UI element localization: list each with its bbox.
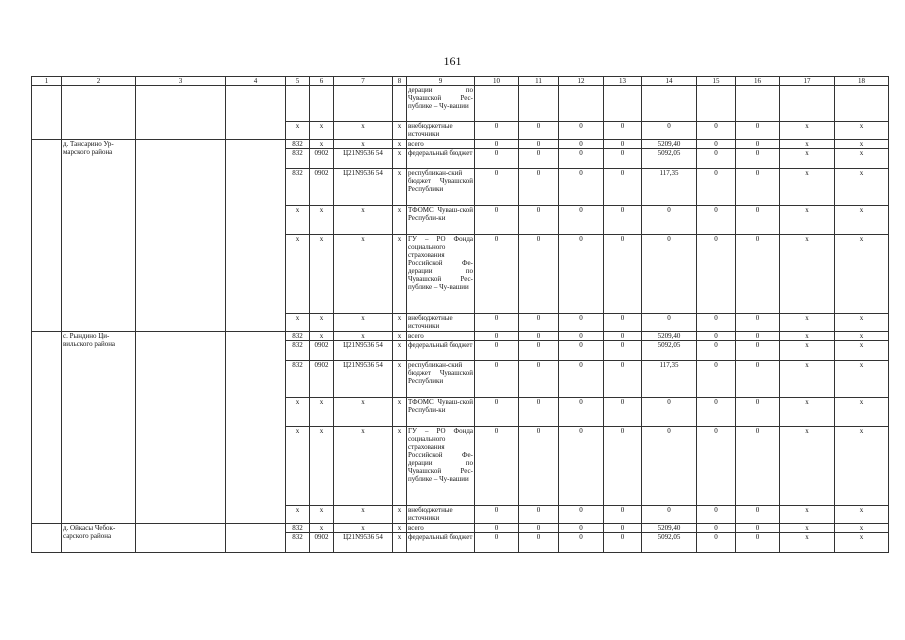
funding-source-cell: всего	[407, 140, 475, 149]
value-cell: 0	[559, 361, 604, 398]
value-cell: х	[393, 361, 407, 398]
funding-source-cell: внебюджетные источники	[407, 506, 475, 524]
value-cell: х	[310, 314, 334, 332]
value-cell: 0	[697, 149, 736, 169]
value-cell: 832	[286, 149, 310, 169]
value-cell: 0	[642, 398, 697, 427]
value-cell: 832	[286, 169, 310, 206]
funding-source-cell: всего	[407, 524, 475, 533]
value-cell: 117,35	[642, 361, 697, 398]
value-cell	[519, 86, 559, 122]
value-cell: 0902	[310, 149, 334, 169]
value-cell: 5092,05	[642, 149, 697, 169]
value-cell: 0	[519, 235, 559, 314]
value-cell: х	[393, 122, 407, 140]
value-cell: х	[310, 398, 334, 427]
value-cell: х	[310, 506, 334, 524]
table-row	[32, 524, 889, 533]
value-cell: 0	[519, 341, 559, 361]
funding-source-cell: федеральный бюджет	[407, 341, 475, 361]
value-cell	[642, 86, 697, 122]
value-cell: 0	[697, 235, 736, 314]
value-cell: Ц21N9536 54	[334, 361, 393, 398]
value-cell: 0	[736, 314, 780, 332]
value-cell: 0	[604, 533, 642, 553]
value-cell: 5209,40	[642, 332, 697, 341]
value-cell: 0	[519, 149, 559, 169]
value-cell: х	[393, 169, 407, 206]
value-cell: 0	[736, 122, 780, 140]
value-cell: 0	[475, 506, 519, 524]
value-cell: х	[286, 206, 310, 235]
value-cell: х	[780, 206, 835, 235]
value-cell: 0	[604, 427, 642, 506]
value-cell: х	[780, 361, 835, 398]
value-cell: 0	[519, 524, 559, 533]
value-cell: 0	[604, 206, 642, 235]
municipality-cell	[62, 86, 136, 140]
value-cell: 0	[604, 235, 642, 314]
column-number-cell: 3	[136, 77, 226, 86]
value-cell: х	[835, 533, 889, 553]
value-cell: х	[286, 314, 310, 332]
value-cell: 0	[736, 206, 780, 235]
value-cell: 0	[736, 533, 780, 553]
value-cell: х	[780, 524, 835, 533]
value-cell: 0	[642, 427, 697, 506]
value-cell: х	[780, 398, 835, 427]
col-3-cell	[136, 332, 226, 524]
value-cell: х	[393, 533, 407, 553]
value-cell: х	[334, 332, 393, 341]
value-cell: 0	[559, 140, 604, 149]
value-cell: х	[835, 341, 889, 361]
value-cell: х	[835, 149, 889, 169]
value-cell	[559, 86, 604, 122]
col-3-cell	[136, 140, 226, 332]
value-cell: х	[334, 524, 393, 533]
value-cell: х	[835, 206, 889, 235]
value-cell: 0	[475, 427, 519, 506]
column-number-cell: 6	[310, 77, 334, 86]
value-cell: 0	[642, 235, 697, 314]
value-cell: 0	[475, 149, 519, 169]
value-cell: 0902	[310, 361, 334, 398]
value-cell: х	[334, 506, 393, 524]
funding-source-cell: ТФОМС Чуваш-ской Республи-ки	[407, 398, 475, 427]
value-cell: Ц21N9536 54	[334, 149, 393, 169]
value-cell: х	[780, 169, 835, 206]
value-cell: х	[393, 332, 407, 341]
col-4-cell	[226, 524, 286, 553]
value-cell: х	[310, 140, 334, 149]
value-cell: 0	[519, 206, 559, 235]
value-cell: 0	[697, 398, 736, 427]
value-cell: х	[393, 524, 407, 533]
value-cell: 0	[519, 332, 559, 341]
value-cell: 832	[286, 533, 310, 553]
value-cell: 0	[475, 235, 519, 314]
value-cell	[604, 86, 642, 122]
value-cell: 0	[736, 169, 780, 206]
funding-source-cell: дерации по Чувашской Рес-публике – Чу-вашии	[407, 86, 475, 122]
municipality-cell: д. Тансарино Ур-марского района	[62, 140, 136, 332]
column-number-cell: 2	[62, 77, 136, 86]
value-cell: 0	[697, 524, 736, 533]
value-cell: 0	[475, 361, 519, 398]
value-cell: 0	[475, 524, 519, 533]
value-cell: х	[286, 122, 310, 140]
value-cell: 0	[697, 506, 736, 524]
value-cell: х	[780, 235, 835, 314]
value-cell: х	[780, 149, 835, 169]
value-cell: 0	[697, 314, 736, 332]
value-cell: 5092,05	[642, 533, 697, 553]
value-cell: х	[310, 332, 334, 341]
value-cell: 0	[475, 169, 519, 206]
value-cell: 832	[286, 361, 310, 398]
value-cell: 0	[604, 140, 642, 149]
funding-source-cell: республикан-ский бюджет Чувашской Республики	[407, 361, 475, 398]
col-1-cell	[32, 86, 62, 140]
value-cell: х	[310, 206, 334, 235]
value-cell: 0902	[310, 341, 334, 361]
value-cell: 0	[519, 140, 559, 149]
value-cell: 0	[697, 122, 736, 140]
value-cell: х	[310, 524, 334, 533]
value-cell: 0	[604, 122, 642, 140]
value-cell: 0	[604, 332, 642, 341]
value-cell: 0	[604, 314, 642, 332]
value-cell: 0	[736, 149, 780, 169]
value-cell: х	[334, 206, 393, 235]
value-cell: 0	[697, 533, 736, 553]
value-cell: х	[835, 427, 889, 506]
column-number-cell: 16	[736, 77, 780, 86]
value-cell: 0	[736, 427, 780, 506]
value-cell: х	[334, 140, 393, 149]
funding-source-cell: ГУ – РО Фонда социального страхования Российской Фе-дерации по Чувашской Рес-публике – Чу-вашии	[407, 235, 475, 314]
column-number-cell: 13	[604, 77, 642, 86]
column-number-cell: 12	[559, 77, 604, 86]
value-cell: х	[393, 206, 407, 235]
value-cell: х	[393, 314, 407, 332]
value-cell: 0	[475, 122, 519, 140]
value-cell: 0	[559, 341, 604, 361]
value-cell: 0	[697, 361, 736, 398]
value-cell: 0	[604, 169, 642, 206]
value-cell: х	[835, 235, 889, 314]
value-cell: 0	[697, 140, 736, 149]
value-cell: 0	[736, 341, 780, 361]
table-row	[32, 332, 889, 341]
value-cell: 0	[604, 398, 642, 427]
page-number: 161	[443, 54, 462, 68]
value-cell: 0	[559, 169, 604, 206]
value-cell: 0	[736, 235, 780, 314]
value-cell: х	[286, 235, 310, 314]
funding-source-cell: всего	[407, 332, 475, 341]
budget-table	[31, 76, 889, 553]
value-cell: Ц21N9536 54	[334, 341, 393, 361]
value-cell: х	[780, 314, 835, 332]
value-cell: х	[310, 427, 334, 506]
funding-source-cell: ТФОМС Чуваш-ской Республи-ки	[407, 206, 475, 235]
value-cell: х	[780, 341, 835, 361]
value-cell: 0	[697, 427, 736, 506]
value-cell: 5209,40	[642, 140, 697, 149]
value-cell: 0	[475, 398, 519, 427]
value-cell: х	[780, 506, 835, 524]
value-cell: 0	[736, 140, 780, 149]
value-cell: Ц21N9536 54	[334, 533, 393, 553]
funding-source-cell: федеральный бюджет	[407, 533, 475, 553]
value-cell: 0	[697, 332, 736, 341]
value-cell: 5092,05	[642, 341, 697, 361]
funding-source-cell: ГУ – РО Фонда социального страхования Российской Фе-дерации по Чувашской Рес-публике – Чу-вашии	[407, 427, 475, 506]
value-cell: х	[835, 314, 889, 332]
value-cell: 0	[736, 361, 780, 398]
value-cell: 0	[559, 332, 604, 341]
value-cell: 0	[697, 206, 736, 235]
value-cell: 0	[559, 524, 604, 533]
value-cell: х	[835, 524, 889, 533]
value-cell: 0	[604, 506, 642, 524]
value-cell: 0	[642, 314, 697, 332]
value-cell: х	[835, 506, 889, 524]
value-cell: 0	[642, 122, 697, 140]
value-cell	[697, 86, 736, 122]
column-number-cell: 8	[393, 77, 407, 86]
value-cell: х	[780, 427, 835, 506]
value-cell: 0	[559, 235, 604, 314]
funding-source-cell: федеральный бюджет	[407, 149, 475, 169]
value-cell: х	[393, 149, 407, 169]
value-cell	[393, 86, 407, 122]
value-cell: 832	[286, 332, 310, 341]
value-cell: х	[393, 427, 407, 506]
value-cell: х	[286, 506, 310, 524]
column-number-cell: 10	[475, 77, 519, 86]
value-cell	[835, 86, 889, 122]
value-cell: 0	[559, 506, 604, 524]
value-cell: 0	[519, 398, 559, 427]
value-cell: х	[780, 122, 835, 140]
value-cell: х	[835, 332, 889, 341]
col-3-cell	[136, 86, 226, 140]
value-cell	[780, 86, 835, 122]
value-cell	[310, 86, 334, 122]
value-cell: 0	[604, 524, 642, 533]
value-cell: х	[835, 140, 889, 149]
value-cell: 0	[475, 341, 519, 361]
value-cell: 0	[559, 427, 604, 506]
column-number-cell: 5	[286, 77, 310, 86]
value-cell: 0	[475, 314, 519, 332]
value-cell: 5209,40	[642, 524, 697, 533]
funding-source-cell: внебюджетные источники	[407, 314, 475, 332]
value-cell: 0	[736, 524, 780, 533]
value-cell: 0	[519, 361, 559, 398]
value-cell: 0	[559, 533, 604, 553]
value-cell	[475, 86, 519, 122]
value-cell: 0	[604, 149, 642, 169]
value-cell: х	[780, 140, 835, 149]
value-cell: х	[835, 398, 889, 427]
value-cell: 0	[697, 341, 736, 361]
value-cell: 0	[604, 361, 642, 398]
value-cell: х	[334, 427, 393, 506]
column-number-cell: 11	[519, 77, 559, 86]
value-cell: х	[334, 122, 393, 140]
value-cell: х	[393, 506, 407, 524]
value-cell: 0	[475, 140, 519, 149]
value-cell: 0	[475, 206, 519, 235]
value-cell: х	[835, 169, 889, 206]
value-cell: 117,35	[642, 169, 697, 206]
value-cell: 0	[736, 398, 780, 427]
col-3-cell	[136, 524, 226, 553]
col-1-cell	[32, 140, 62, 332]
col-4-cell	[226, 86, 286, 140]
column-number-cell: 14	[642, 77, 697, 86]
value-cell: 0	[519, 314, 559, 332]
value-cell: 832	[286, 341, 310, 361]
value-cell: 0	[559, 206, 604, 235]
col-1-cell	[32, 524, 62, 553]
value-cell: 0	[475, 533, 519, 553]
column-number-cell: 17	[780, 77, 835, 86]
value-cell: 0	[559, 398, 604, 427]
value-cell: 0	[519, 169, 559, 206]
value-cell: 0	[475, 332, 519, 341]
value-cell: х	[780, 332, 835, 341]
value-cell: х	[286, 398, 310, 427]
value-cell: х	[334, 314, 393, 332]
value-cell: 0	[519, 533, 559, 553]
value-cell: х	[334, 235, 393, 314]
municipality-cell: д. Ойкасы Чебок-сарского района	[62, 524, 136, 553]
value-cell: х	[393, 398, 407, 427]
value-cell	[334, 86, 393, 122]
value-cell: х	[835, 122, 889, 140]
funding-source-cell: внебюджетные источники	[407, 122, 475, 140]
value-cell: Ц21N9536 54	[334, 169, 393, 206]
column-number-row	[32, 77, 889, 86]
column-number-cell: 9	[407, 77, 475, 86]
value-cell: х	[835, 361, 889, 398]
value-cell: 0	[736, 506, 780, 524]
funding-source-cell: республикан-ский бюджет Чувашской Республики	[407, 169, 475, 206]
value-cell: х	[393, 341, 407, 361]
value-cell: х	[393, 235, 407, 314]
column-number-cell: 7	[334, 77, 393, 86]
value-cell: 832	[286, 524, 310, 533]
value-cell: х	[334, 398, 393, 427]
column-number-cell: 4	[226, 77, 286, 86]
value-cell: х	[310, 122, 334, 140]
column-number-cell: 15	[697, 77, 736, 86]
value-cell: 0	[697, 169, 736, 206]
table-row	[32, 86, 889, 122]
col-1-cell	[32, 332, 62, 524]
value-cell: х	[310, 235, 334, 314]
value-cell: 0	[642, 506, 697, 524]
col-4-cell	[226, 332, 286, 524]
value-cell: 0	[642, 206, 697, 235]
value-cell: 0	[559, 314, 604, 332]
table-row	[32, 140, 889, 149]
value-cell: 0902	[310, 169, 334, 206]
value-cell: 0	[519, 122, 559, 140]
value-cell: 0	[519, 427, 559, 506]
column-number-cell: 18	[835, 77, 889, 86]
value-cell	[736, 86, 780, 122]
col-4-cell	[226, 140, 286, 332]
value-cell: х	[780, 533, 835, 553]
value-cell: 0	[519, 506, 559, 524]
value-cell: 0	[736, 332, 780, 341]
value-cell: 0	[604, 341, 642, 361]
value-cell: х	[286, 427, 310, 506]
value-cell: х	[393, 140, 407, 149]
value-cell: 832	[286, 140, 310, 149]
municipality-cell: с. Рындино Ци-вильского района	[62, 332, 136, 524]
value-cell: 0902	[310, 533, 334, 553]
value-cell: 0	[559, 149, 604, 169]
value-cell	[286, 86, 310, 122]
value-cell: 0	[559, 122, 604, 140]
column-number-cell: 1	[32, 77, 62, 86]
